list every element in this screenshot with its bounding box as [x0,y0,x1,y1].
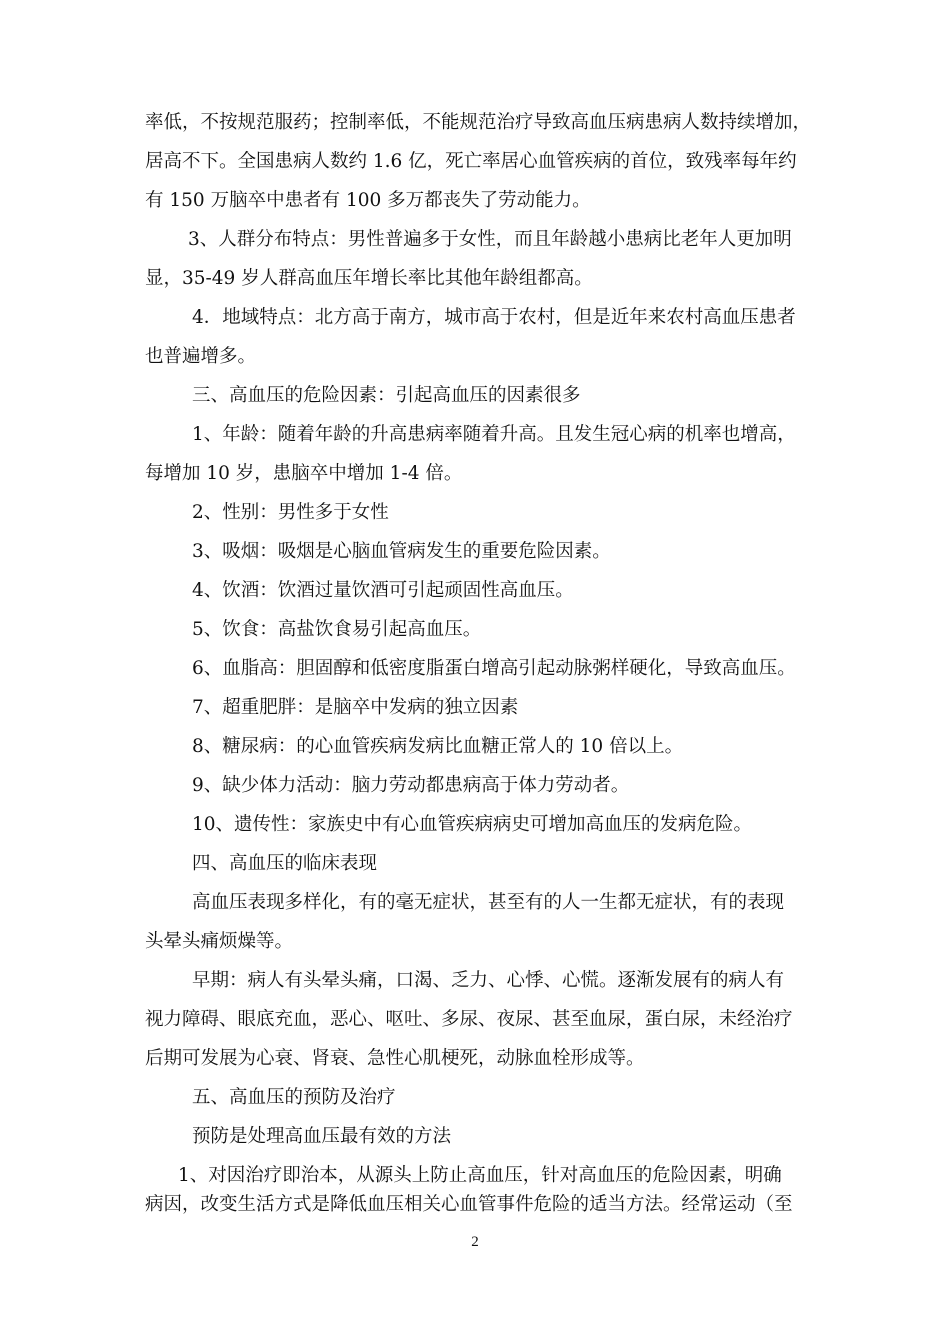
text-line: 显，35-49 岁人群高血压年增长率比其他年龄组都高。 [145,268,593,289]
section-heading: 三、高血压的危险因素：引起高血压的因素很多 [192,385,581,406]
text-line: 头晕头痛烦燥等。 [145,931,294,952]
text-line: 4．地域特点：北方高于南方，城市高于农村，但是近年来农村高血压患者 [192,307,796,328]
text-line: 高血压表现多样化，有的毫无症状，甚至有的人一生都无症状，有的表现 [192,892,785,913]
text-line: 9、缺少体力活动：脑力劳动都患病高于体力劳动者。 [192,775,630,796]
text-line: 6、血脂高：胆固醇和低密度脂蛋白增高引起动脉粥样硬化，导致高血压。 [192,658,796,679]
text-line: 也普遍增多。 [145,346,257,367]
text-line: 1、年龄：随着年龄的升高患病率随着升高。且发生冠心病的机率也增高， [192,424,796,445]
text-line: 1、对因治疗即治本，从源头上防止高血压，针对高血压的危险因素，明确 [178,1165,782,1186]
text-line: 7、超重肥胖：是脑卒中发病的独立因素 [192,697,519,718]
section-heading: 四、高血压的临床表现 [192,853,378,874]
text-line: 视力障碍、眼底充血，恶心、呕吐、多尿、夜尿、甚至血尿，蛋白尿，未经治疗 [145,1009,793,1030]
section-heading: 五、高血压的预防及治疗 [192,1087,396,1108]
text-line: 2、性别：男性多于女性 [192,502,389,523]
text-line: 3、人群分布特点：男性普遍多于女性，而且年龄越小患病比老年人更加明 [188,229,792,250]
text-line: 4、饮酒：饮酒过量饮酒可引起顽固性高血压。 [192,580,574,601]
text-line: 8、糖尿病：的心血管疾病发病比血糖正常人的 10 倍以上。 [192,736,684,757]
text-line: 每增加 10 岁，患脑卒中增加 1-4 倍。 [145,463,463,484]
text-line: 后期可发展为心衰、肾衰、急性心肌梗死，动脉血栓形成等。 [145,1048,645,1069]
text-line: 有 150 万脑卒中患者有 100 多万都丧失了劳动能力。 [145,190,591,211]
text-line: 预防是处理高血压最有效的方法 [192,1126,452,1147]
text-line: 10、遗传性：家族史中有心血管疾病病史可增加高血压的发病危险。 [192,814,753,835]
text-line: 5、饮食：高盐饮食易引起高血压。 [192,619,482,640]
text-line: 3、吸烟：吸烟是心脑血管病发生的重要危险因素。 [192,541,611,562]
text-line: 率低，不按规范服药；控制率低，不能规范治疗导致高血压病患病人数持续增加， [145,112,812,133]
text-line: 病因，改变生活方式是降低血压相关心血管事件危险的适当方法。经常运动（至 [145,1194,793,1215]
page-number: 2 [471,1234,479,1250]
text-line: 居高不下。全国患病人数约 1.6 亿，死亡率居心血管疾病的首位，致残率每年约 [145,151,797,172]
text-line: 早期：病人有头晕头痛，口渴、乏力、心悸、心慌。逐渐发展有的病人有 [192,970,785,991]
